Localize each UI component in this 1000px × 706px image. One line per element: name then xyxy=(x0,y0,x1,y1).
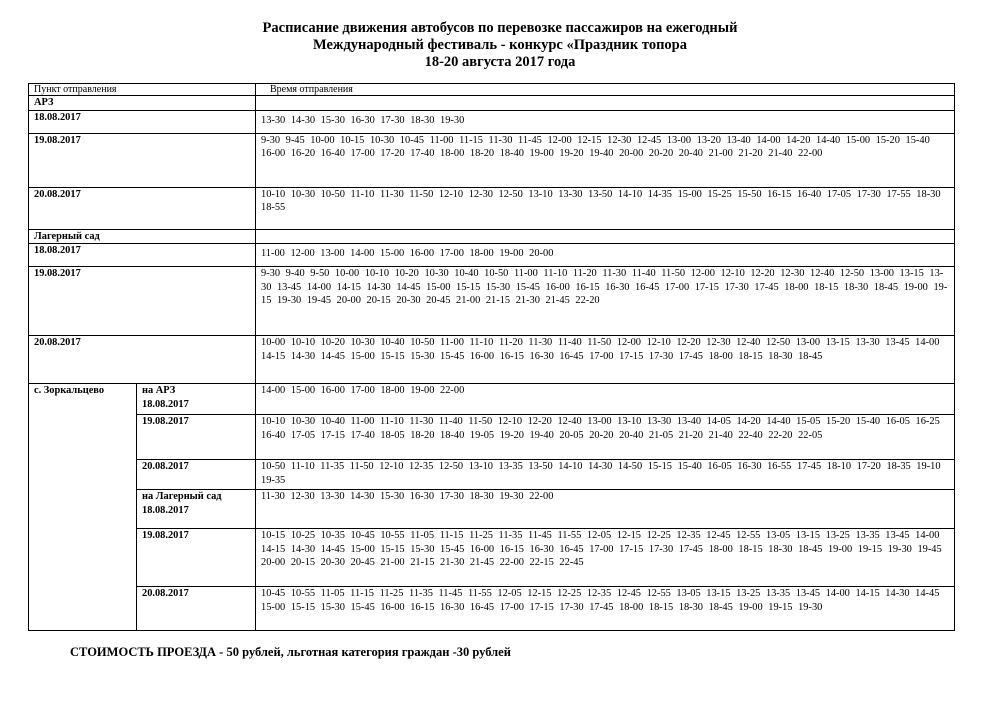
table-row xyxy=(29,133,955,187)
row-times: 10-00 10-10 10-20 10-30 10-40 10-50 11-00 11-10 11-20 11-30 11-40 11-50 12-00 12-10 12-20 12-30 12-40 12-50 13-00 13-15 13-30 13-45 14-00 14-15 14-30 14-45 15-00 15-15 15-30 15-45 16-00 16-15 16-30 16-45 17-00 17-15 17-30 17-45 18-00 18-15 18-30 18-45 xyxy=(256,336,955,384)
table-row xyxy=(29,415,955,460)
destination-label: на Лагерный сад xyxy=(142,491,222,502)
fare-note: СТОИМОСТЬ ПРОЕЗДА - 50 рублей, льготная категория граждан -30 рублей xyxy=(70,645,511,659)
row-date: 20.08.2017 xyxy=(137,460,256,490)
row-date: 19.08.2017 xyxy=(29,133,256,187)
row-times: 10-10 10-30 10-40 11-00 11-10 11-30 11-40 11-50 12-10 12-20 12-40 13-00 13-10 13-30 13-40 14-05 14-20 14-40 15-05 15-20 15-40 16-05 16-25 16-40 17-05 17-15 17-40 18-05 18-20 18-40 19-05 19-20 19-40 20-05 20-20 20-40 21-05 21-20 21-40 22-40 22-20 22-05 xyxy=(256,415,955,460)
row-times: 9-30 9-45 10-00 10-15 10-30 10-45 11-00 11-15 11-30 11-45 12-00 12-15 12-30 12-45 13-00 13-20 13-40 14-00 14-20 14-40 15-00 15-20 15-40 16-00 16-20 16-40 17-00 17-20 17-40 18-00 18-20 18-40 19-00 19-20 19-40 20-00 20-20 20-40 21-00 21-20 21-40 22-00 xyxy=(256,133,955,187)
schedule-table xyxy=(28,83,955,631)
row-date: 18.08.2017 xyxy=(142,504,189,516)
destination-cell-garden xyxy=(137,490,256,529)
table-row xyxy=(29,460,955,490)
table-row xyxy=(29,587,955,631)
row-times: 10-45 10-55 11-05 11-15 11-25 11-35 11-45 11-55 12-05 12-15 12-25 12-35 12-45 12-55 13-05 13-15 13-25 13-35 13-45 14-00 14-15 14-30 14-45 15-00 15-15 15-30 15-45 16-00 16-15 16-30 16-45 17-00 17-15 17-30 17-45 18-00 18-15 18-30 18-45 19-00 19-15 19-30 xyxy=(256,587,955,631)
title-line-1: Расписание движения автобусов по перевозке пассажиров на ежегодный xyxy=(262,20,738,36)
row-times: 9-30 9-40 9-50 10-00 10-10 10-20 10-30 10-40 10-50 11-00 11-10 11-20 11-30 11-40 11-50 12-00 12-10 12-20 12-30 12-40 12-50 13-00 13-15 13-30 13-45 14-00 14-15 14-30 14-45 15-00 15-15 15-30 15-45 16-00 16-15 16-30 16-45 17-00 17-15 17-30 17-45 18-00 18-15 18-30 18-45 19-00 19-15 19-30 19-45 20-00 20-15 20-30 20-45 21-00 21-15 21-30 21-45 22-20 xyxy=(256,267,955,336)
row-date: 18.08.2017 xyxy=(29,244,256,267)
row-times: 10-50 11-10 11-35 11-50 12-10 12-35 12-50 13-10 13-35 13-50 14-10 14-30 14-50 15-15 15-40 16-05 16-30 16-55 17-45 18-10 17-20 18-35 19-10 19-35 xyxy=(256,460,955,490)
document-title xyxy=(0,20,1000,71)
table-row xyxy=(29,336,955,384)
row-date: 20.08.2017 xyxy=(137,587,256,631)
section-empty-cell xyxy=(256,229,955,244)
destination-cell-arz xyxy=(137,384,256,415)
header-departure-point: Пункт отправления xyxy=(29,84,256,96)
title-line-3: 18-20 августа 2017 года xyxy=(424,54,576,70)
section-title-garden: Лагерный сад xyxy=(29,229,256,244)
row-times: 14-00 15-00 16-00 17-00 18-00 19-00 22-00 xyxy=(256,384,955,415)
row-times: 10-10 10-30 10-50 11-10 11-30 11-50 12-10 12-30 12-50 13-10 13-30 13-50 14-10 14-35 15-00 15-25 15-50 16-15 16-40 17-05 17-30 17-55 18-30 18-55 xyxy=(256,187,955,229)
header-departure-time: Время отправления xyxy=(256,84,955,96)
title-line-2: Международный фестиваль - конкурс «Праздник топора xyxy=(313,37,687,53)
row-date: 19.08.2017 xyxy=(29,267,256,336)
table-row xyxy=(29,490,955,529)
row-date: 18.08.2017 xyxy=(142,398,189,410)
row-times: 10-15 10-25 10-35 10-45 10-55 11-05 11-15 11-25 11-35 11-45 11-55 12-05 12-15 12-25 12-35 12-45 12-55 13-05 13-15 13-25 13-35 13-45 14-00 14-15 14-30 14-45 15-00 15-15 15-30 15-45 16-00 16-15 16-30 16-45 17-00 17-15 17-30 17-45 18-00 18-15 18-30 18-45 19-00 19-15 19-30 19-45 20-00 20-15 20-30 20-45 21-00 21-15 21-30 21-45 22-00 22-15 22-45 xyxy=(256,529,955,587)
row-times: 11-30 12-30 13-30 14-30 15-30 16-30 17-30 18-30 19-30 22-00 xyxy=(256,490,955,529)
row-date: 18.08.2017 xyxy=(29,110,256,133)
row-date: 19.08.2017 xyxy=(137,415,256,460)
table-header-row xyxy=(29,84,955,96)
section-empty-cell xyxy=(256,96,955,111)
row-date: 20.08.2017 xyxy=(29,336,256,384)
section-title-zorkaltsevo: с. Зоркальцево xyxy=(29,384,137,631)
section-row-garden xyxy=(29,229,955,244)
row-times: 13-30 14-30 15-30 16-30 17-30 18-30 19-30 xyxy=(256,110,955,133)
table-row xyxy=(29,384,955,415)
row-times: 11-00 12-00 13-00 14-00 15-00 16-00 17-00 18-00 19-00 20-00 xyxy=(256,244,955,267)
row-date: 19.08.2017 xyxy=(137,529,256,587)
section-title-arz: АРЗ xyxy=(29,96,256,111)
table-row xyxy=(29,110,955,133)
table-row xyxy=(29,244,955,267)
table-row xyxy=(29,267,955,336)
table-row xyxy=(29,187,955,229)
row-date: 20.08.2017 xyxy=(29,187,256,229)
section-row-arz xyxy=(29,96,955,111)
table-row xyxy=(29,529,955,587)
destination-label: на АРЗ xyxy=(142,385,176,396)
